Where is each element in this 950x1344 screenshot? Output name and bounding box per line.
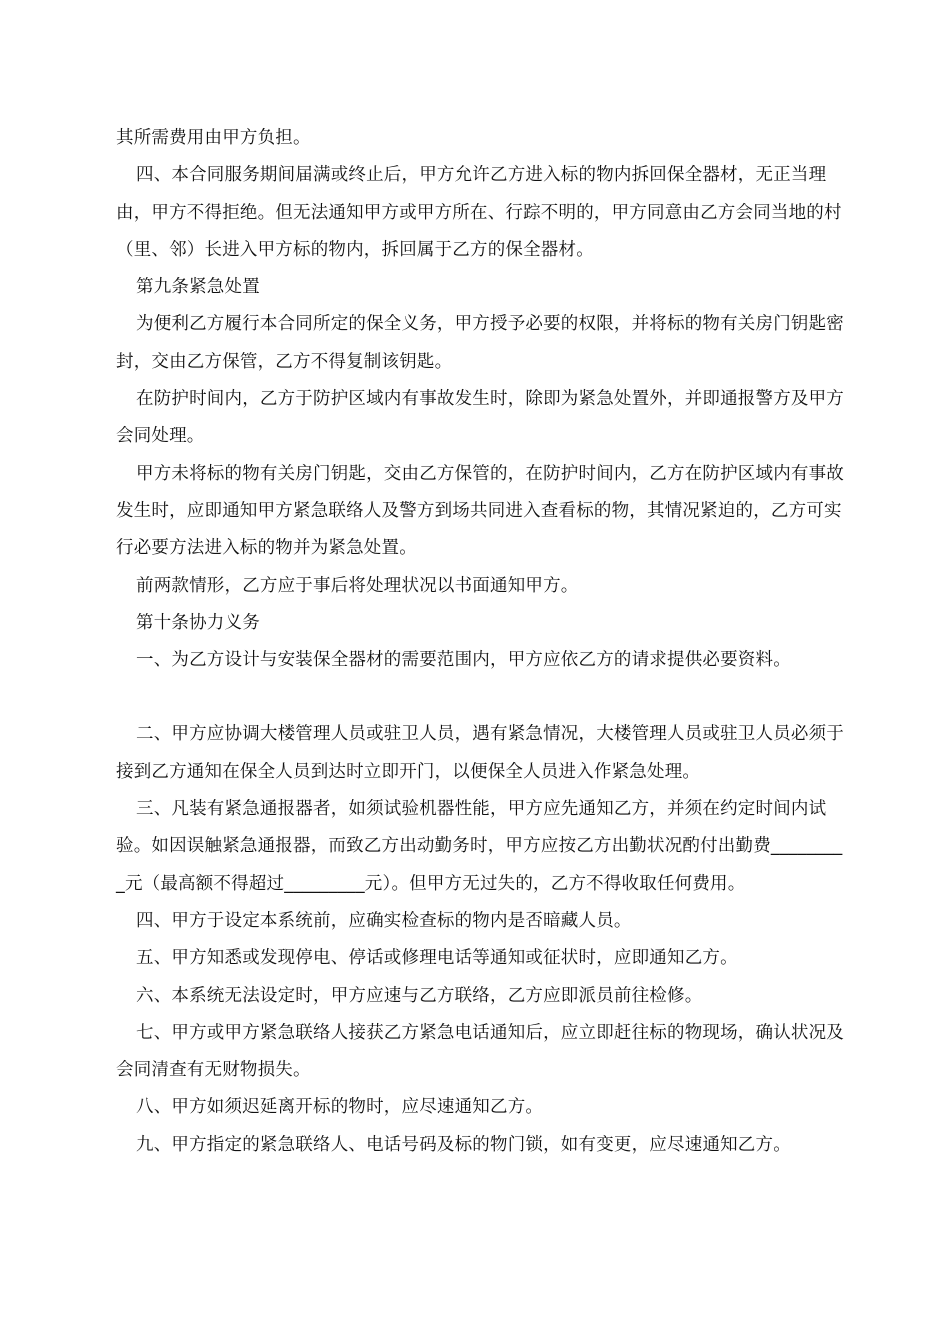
- paragraph-article-9-2: 在防护时间内，乙方于防护区域内有事故发生时，除即为紧急处置外，并即通报警方及甲方会同处理。: [116, 389, 844, 447]
- paragraph-article-10-item-7: 七、甲方或甲方紧急联络人接获乙方紧急电话通知后，应立即赶往标的物现场，确认状况及会同清查有无财物损失。: [116, 1022, 844, 1081]
- paragraph-article-10-item-8: 八、甲方如须迟延离开标的物时，应尽速通知乙方。: [136, 1097, 544, 1118]
- paragraph-article-10-item-4: 四、甲方于设定本系统前，应确实检查标的物内是否暗藏人员。: [136, 910, 632, 931]
- blank-line: [116, 679, 846, 716]
- paragraph-article-10-item-5: 五、甲方知悉或发现停电、停话或修理电话等通知或征状时，应即通知乙方。: [136, 948, 738, 969]
- article-9-heading: 第九条紧急处置: [136, 277, 260, 298]
- paragraph-article-10-item-9: 九、甲方指定的紧急联络人、电话号码及标的物门锁，如有变更，应尽速通知乙方。: [136, 1134, 791, 1155]
- article-10-heading: 第十条协力义务: [136, 612, 260, 633]
- paragraph-article-9-3: 甲方未将标的物有关房门钥匙，交由乙方保管的，在防护时间内，乙方在防护区域内有事故发生时，应即通知甲方紧急联络人及警方到场共同进入查看标的物，其情况紧迫的，乙方可实行必要方法进入标的物并为紧急处置。: [116, 463, 844, 559]
- paragraph-article-9-1: 为便利乙方履行本合同所定的保全义务，甲方授予必要的权限，并将标的物有关房门钥匙密封，交由乙方保管，乙方不得复制该钥匙。: [116, 314, 844, 372]
- paragraph-article-9-4: 前两款情形，乙方应于事后将处理状况以书面通知甲方。: [136, 575, 579, 596]
- document-body: [116, 120, 846, 1164]
- paragraph-article-10-item-6: 六、本系统无法设定时，甲方应速与乙方联络，乙方应即派员前往检修。: [136, 985, 703, 1006]
- paragraph-article-10-item-1: 一、为乙方设计与安装保全器材的需要范围内，甲方应依乙方的请求提供必要资料。: [136, 650, 791, 671]
- paragraph-article-10-item-3: 三、凡装有紧急通报器者，如须试验机器性能，甲方应先通知乙方，并须在约定时间内试验。如因误触紧急通报器，而致乙方出动勤务时，甲方应按乙方出勤状况酌付出勤费_________元（最高额不得超过_________元）。但甲方无过失的，乙方不得收取任何费用。: [116, 799, 843, 894]
- paragraph-continuation: 其所需费用由甲方负担。: [116, 128, 311, 148]
- paragraph-article-10-item-2: 二、甲方应协调大楼管理人员或驻卫人员，遇有紧急情况，大楼管理人员或驻卫人员必须于接到乙方通知在保全人员到达时立即开门，以便保全人员进入作紧急处理。: [116, 724, 844, 782]
- paragraph-clause-8-item-4: 四、本合同服务期间届满或终止后，甲方允许乙方进入标的物内拆回保全器材，无正当理由，甲方不得拒绝。但无法通知甲方或甲方所在、行踪不明的，甲方同意由乙方会同当地的村（里、邻）长进入甲方标的物内，拆回属于乙方的保全器材。: [116, 165, 842, 260]
